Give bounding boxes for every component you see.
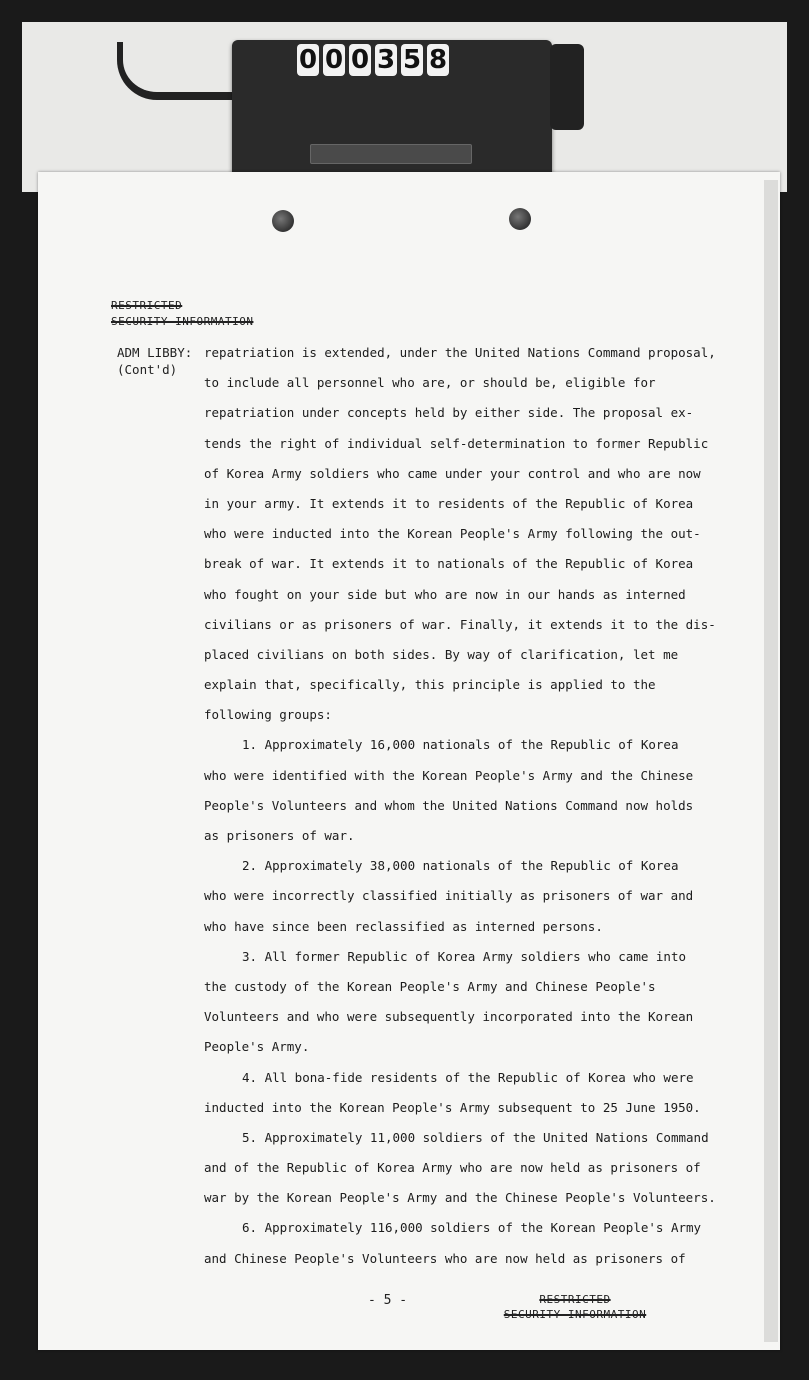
page-edge [764,180,778,1342]
body-line: break of war. It extends it to nationals of the Republic of Korea [204,556,694,572]
counter-digit: 0 [298,45,318,75]
body-line: and of the Republic of Korea Army who are now held as prisoners of [204,1160,701,1176]
punch-hole [509,208,531,230]
footer-restricted: RESTRICTED [539,1293,611,1306]
body-line: 3. All former Republic of Korea Army soldiers who came into [242,948,687,964]
footer-security-information: SECURITY INFORMATION [503,1308,647,1321]
counter-digit: 3 [376,45,396,75]
body-line: 5. Approximately 11,000 soldiers of the United Nations Command [242,1129,709,1145]
microfilm-frame-top [22,22,787,192]
counter-digit: 0 [350,45,370,75]
body-line: who have since been reclassified as interned persons. [204,918,603,934]
body-line: repatriation is extended, under the United Nations Command proposal, [204,345,716,360]
body-line: 4. All bona-fide residents of the Republic of Korea who were [242,1069,694,1085]
counter-knob [550,44,584,130]
header-classification [111,298,253,330]
body-line: who were identified with the Korean People's Army and the Chinese [204,767,694,783]
body-line: tends the right of individual self-determination to former Republic [204,435,709,451]
speaker-continued: (Cont'd) [117,362,178,377]
page-number: - 5 - [368,1293,408,1308]
counter-digit: 8 [428,45,448,75]
punch-hole [272,210,294,232]
body-line: placed civilians on both sides. By way of clarification, let me [204,646,679,662]
body-line: explain that, specifically, this principle is applied to the [204,677,656,693]
header-security-information: SECURITY INFORMATION [111,315,254,328]
header-restricted: RESTRICTED [111,299,183,312]
body-line: and Chinese People's Volunteers who are now held as prisoners of [204,1250,686,1266]
body-line: the custody of the Korean People's Army and Chinese People's [204,978,656,994]
body-line: in your army. It extends it to residents of the Republic of Korea [204,495,694,511]
frame-counter-digits [297,44,449,78]
body-line: war by the Korean People's Army and the Chinese People's Volunteers. [204,1190,716,1206]
body-line: who were incorrectly classified initially as prisoners of war and [204,888,694,904]
footer-classification [500,1292,650,1322]
body-line: repatriation under concepts held by either side. The proposal ex- [204,405,694,421]
body-line: civilians or as prisoners of war. Finally, it extends it to the dis- [204,616,716,632]
body-line: inducted into the Korean People's Army subsequent to 25 June 1950. [204,1099,701,1115]
body-line: as prisoners of war. [204,828,355,843]
counter-nameplate [310,144,472,164]
counter-digit: 0 [324,45,344,75]
body-line: following groups: [204,707,332,723]
speaker-name: ADM LIBBY: [117,345,193,360]
body-line: of Korea Army soldiers who came under your control and who are now [204,465,701,481]
body-line: 1. Approximately 16,000 nationals of the Republic of Korea [242,737,679,753]
body-line: People's Army. [204,1039,310,1055]
counter-cable [117,42,243,100]
body-line: People's Volunteers and whom the United Nations Command now holds [204,797,694,813]
speaker-label [117,344,207,378]
body-line: to include all personnel who are, or should be, eligible for [204,375,656,391]
body-line: 6. Approximately 116,000 soldiers of the Korean People's Army [242,1220,702,1236]
body-line: who fought on your side but who are now in our hands as interned [204,586,686,602]
counter-digit: 5 [402,45,422,75]
body-line: Volunteers and who were subsequently incorporated into the Korean [204,1009,694,1025]
body-line: 2. Approximately 38,000 nationals of the Republic of Korea [242,858,679,874]
document-body [204,338,724,1274]
body-line: who were inducted into the Korean People's Army following the out- [204,526,701,542]
